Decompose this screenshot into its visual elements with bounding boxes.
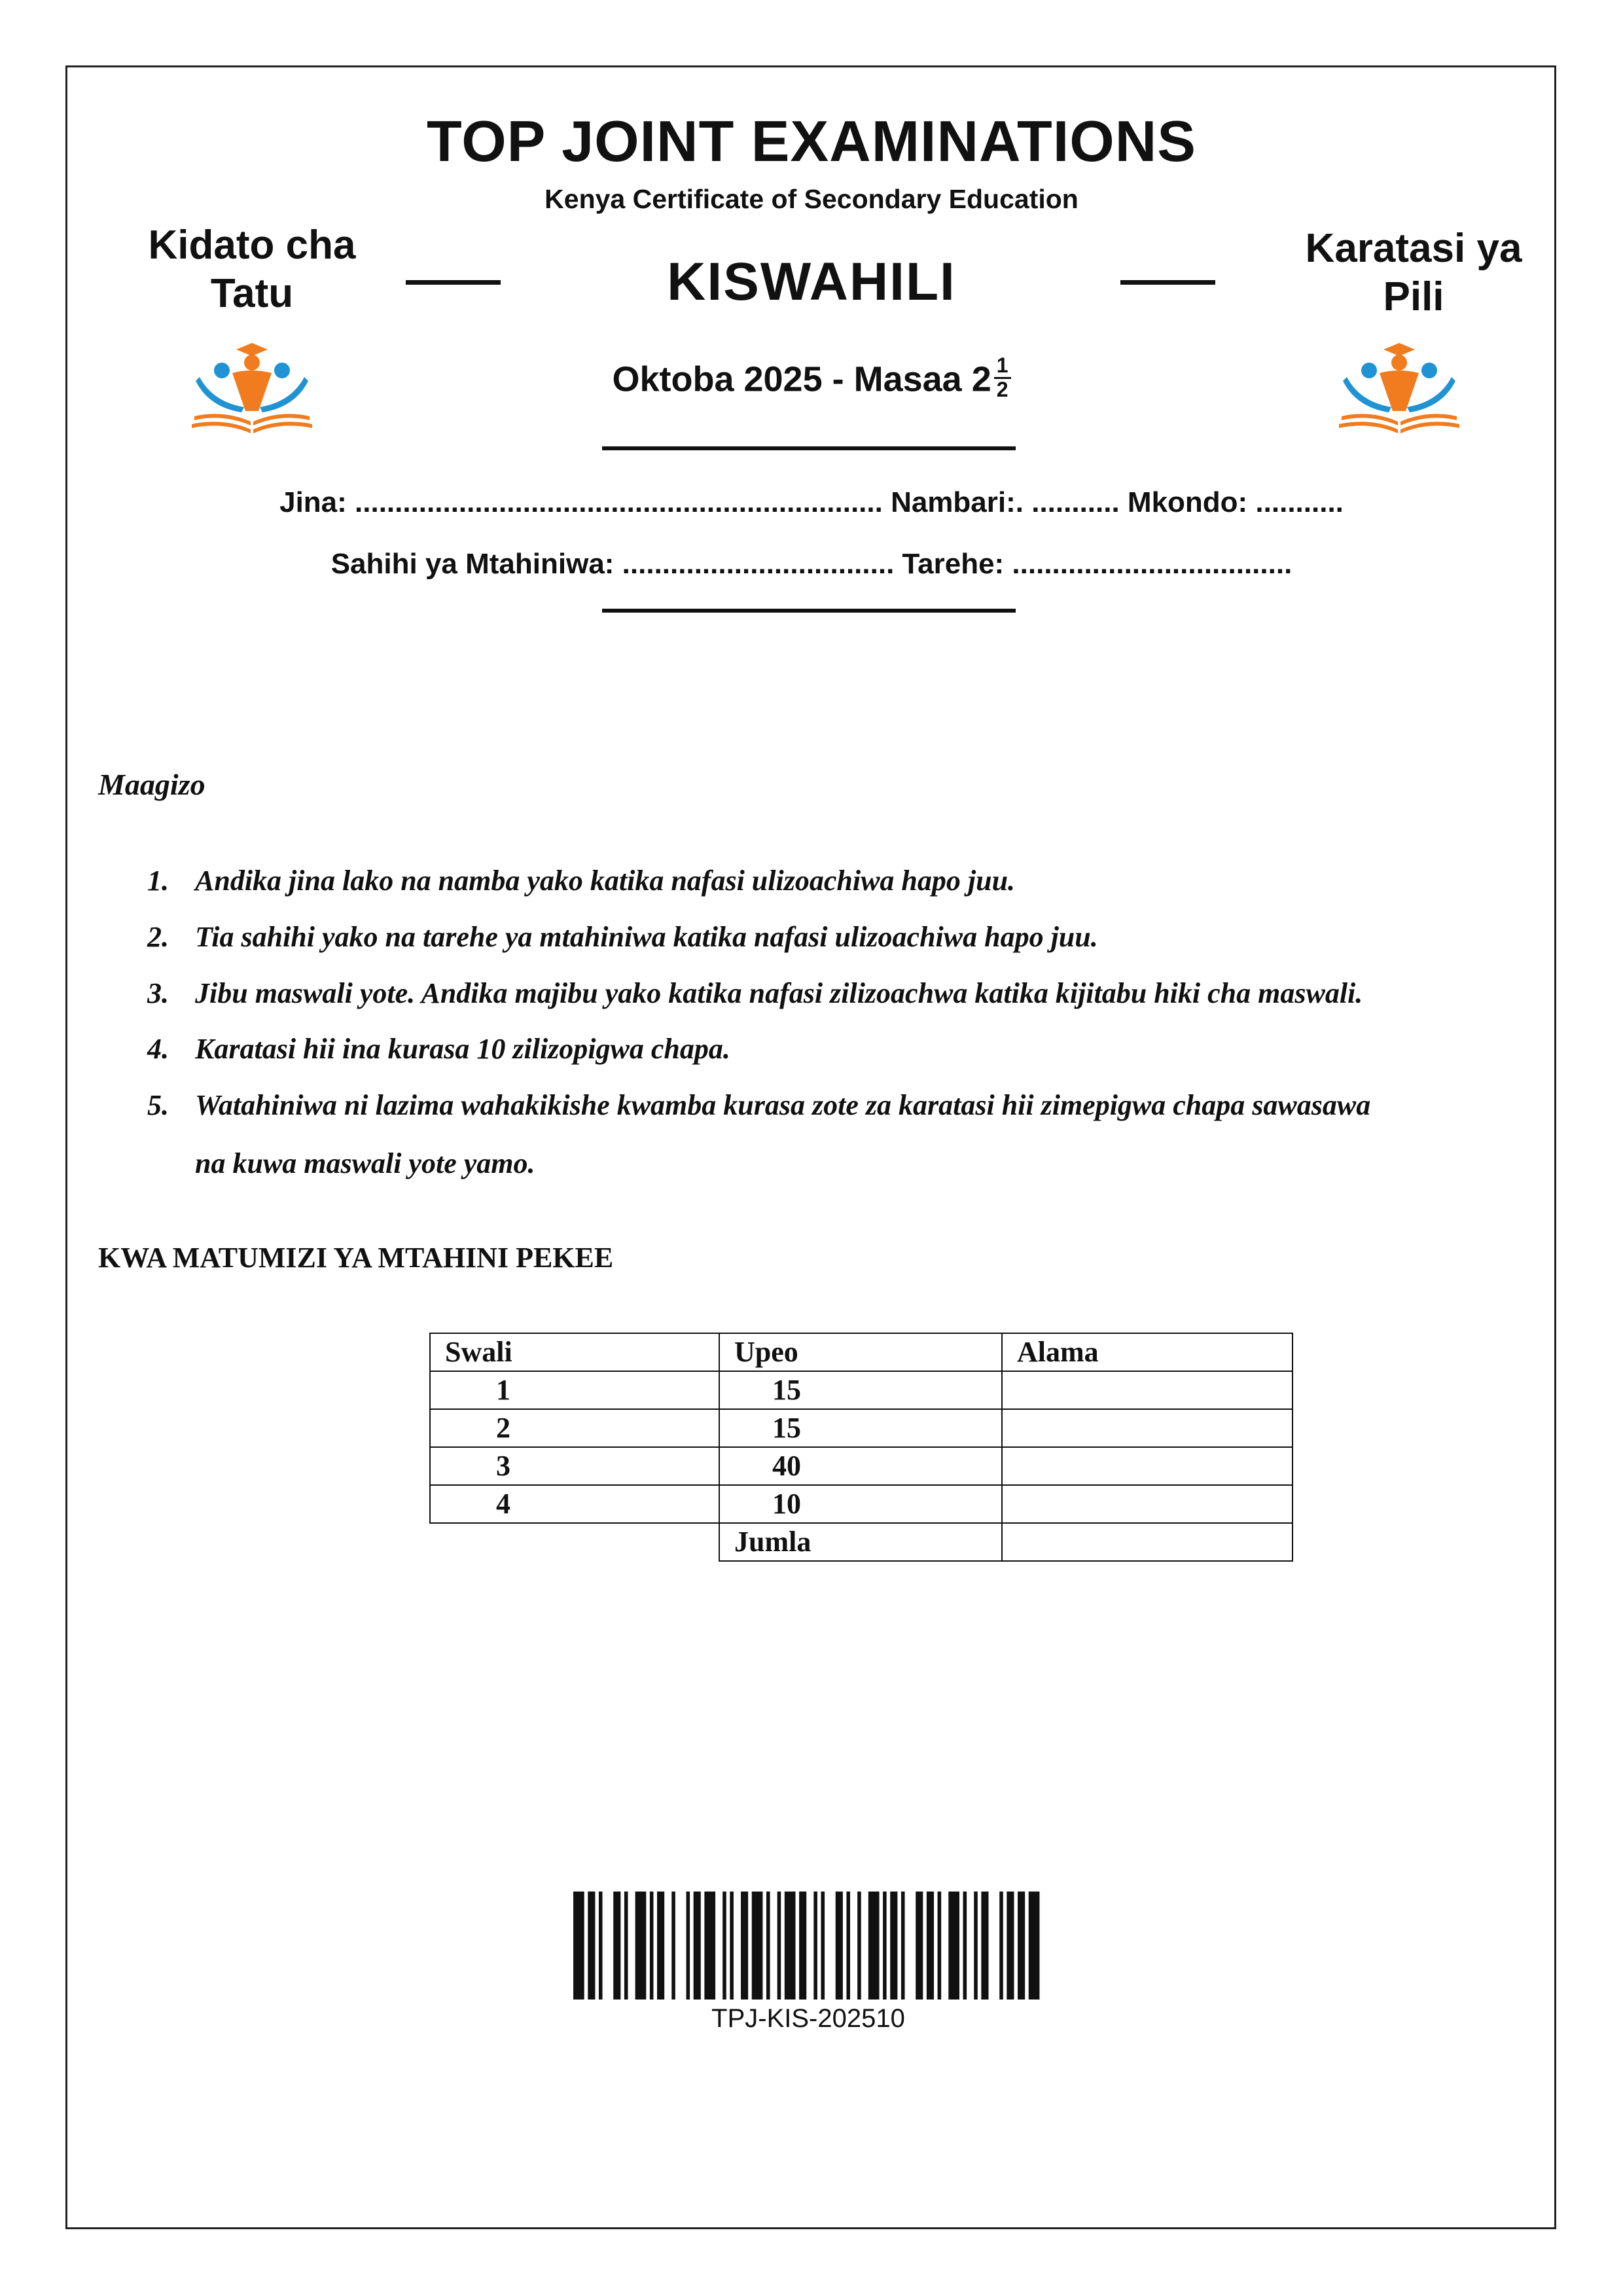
upeo-cell: 10 bbox=[719, 1485, 1002, 1523]
table-header-row bbox=[430, 1333, 1293, 1371]
swali-cell: 2 bbox=[430, 1409, 719, 1447]
instruction-number: 3. bbox=[147, 977, 169, 1009]
instruction-number: 1. bbox=[147, 865, 169, 897]
exam-body-title: TOP JOINT EXAMINATIONS bbox=[427, 109, 1196, 173]
barcode-icon bbox=[573, 1892, 1043, 2000]
instruction-number: 4. bbox=[147, 1033, 169, 1065]
barcode-bar bbox=[901, 1892, 905, 2000]
examiner-use-heading: KWA MATUMIZI YA MTAHINI PEKEE bbox=[98, 1242, 614, 1274]
barcode-bar bbox=[766, 1892, 770, 2000]
table-row bbox=[430, 1485, 1293, 1523]
barcode-bar bbox=[777, 1892, 781, 2000]
total-alama-cell[interactable] bbox=[1002, 1523, 1293, 1561]
barcode-bar bbox=[650, 1892, 654, 2000]
divider-top bbox=[602, 446, 1016, 450]
barcode-bar bbox=[573, 1892, 584, 2000]
subject-title: KISWAHILI bbox=[667, 252, 956, 312]
barcode-bar bbox=[635, 1892, 647, 2000]
barcode-bar bbox=[938, 1892, 942, 2000]
barcode-bar bbox=[657, 1892, 664, 2000]
barcode-bar bbox=[741, 1892, 748, 2000]
exam-date-duration bbox=[0, 353, 1623, 404]
barcode-bar bbox=[821, 1892, 825, 2000]
instruction-number: 2. bbox=[147, 921, 169, 953]
barcode-bar bbox=[927, 1892, 934, 2000]
barcode-bar bbox=[846, 1892, 850, 2000]
barcode-bar bbox=[730, 1892, 734, 2000]
empty-cell bbox=[430, 1523, 719, 1561]
barcode-bar bbox=[599, 1892, 603, 2000]
barcode-bar bbox=[722, 1892, 726, 2000]
barcode-bar bbox=[981, 1892, 988, 2000]
barcode-bar bbox=[916, 1892, 923, 2000]
instruction-number: 5. bbox=[147, 1089, 169, 1121]
instructions-heading: Maagizo bbox=[98, 768, 205, 801]
barcode-bar bbox=[785, 1892, 796, 2000]
barcode-bar bbox=[799, 1892, 806, 2000]
table-row bbox=[430, 1409, 1293, 1447]
paper-number-line1: Karatasi ya bbox=[1305, 226, 1522, 271]
column-header: Upeo bbox=[719, 1333, 1002, 1371]
candidate-name-number-stream-field[interactable]: Jina: .................................................................. Nambari:. ........... Mkondo: ........... bbox=[279, 486, 1344, 518]
barcode-bar bbox=[999, 1892, 1003, 2000]
upeo-cell: 40 bbox=[719, 1447, 1002, 1485]
alama-cell[interactable] bbox=[1002, 1371, 1293, 1409]
barcode-bar bbox=[963, 1892, 967, 2000]
instruction-item: Karatasi hii ina kurasa 10 zilizopigwa chapa. bbox=[195, 1033, 730, 1065]
right-dash bbox=[1120, 280, 1215, 285]
divider-bottom bbox=[602, 609, 1016, 613]
paper-number bbox=[1257, 224, 1571, 321]
barcode-bar bbox=[671, 1892, 675, 2000]
barcode-bar bbox=[613, 1892, 620, 2000]
half-fraction: $\frac{1}{2}$ bbox=[994, 355, 1011, 401]
barcode-bar bbox=[883, 1892, 887, 2000]
paper-number-line2: Pili bbox=[1383, 274, 1444, 319]
upeo-cell: 15 bbox=[719, 1371, 1002, 1409]
certificate-subtitle: Kenya Certificate of Secondary Education bbox=[544, 184, 1079, 214]
barcode-bar bbox=[624, 1892, 628, 2000]
barcode-bar bbox=[868, 1892, 880, 2000]
swali-cell: 1 bbox=[430, 1371, 719, 1409]
swali-cell: 4 bbox=[430, 1485, 719, 1523]
barcode-bar bbox=[752, 1892, 763, 2000]
candidate-signature-date-field[interactable]: Sahihi ya Mtahiniwa: .................................. Tarehe: ................................... bbox=[330, 548, 1293, 580]
swali-cell: 3 bbox=[430, 1447, 719, 1485]
alama-cell[interactable] bbox=[1002, 1447, 1293, 1485]
column-header: Alama bbox=[1002, 1333, 1293, 1371]
barcode-bar bbox=[704, 1892, 715, 2000]
instruction-item-continued: na kuwa maswali yote yamo. bbox=[195, 1147, 535, 1179]
form-level-line1: Kidato cha bbox=[148, 223, 356, 268]
date-text: Oktoba 2025 - Masaa 2 bbox=[612, 359, 991, 399]
total-label: Jumla bbox=[719, 1523, 1002, 1561]
instruction-item: Andika jina lako na namba yako katika nafasi ulizoachiwa hapo juu. bbox=[195, 865, 1016, 897]
barcode-bar bbox=[857, 1892, 861, 2000]
table-total-row bbox=[430, 1523, 1293, 1561]
barcode-bar bbox=[890, 1892, 897, 2000]
column-header: Swali bbox=[430, 1333, 719, 1371]
upeo-cell: 15 bbox=[719, 1409, 1002, 1447]
barcode-bar bbox=[588, 1892, 595, 2000]
barcode-text: TPJ-KIS-202510 bbox=[711, 2004, 905, 2033]
barcode-bar bbox=[1018, 1892, 1025, 2000]
alama-cell[interactable] bbox=[1002, 1409, 1293, 1447]
barcode-bar bbox=[836, 1892, 843, 2000]
alama-cell[interactable] bbox=[1002, 1485, 1293, 1523]
instruction-item: Watahiniwa ni lazima wahakikishe kwamba kurasa zote za karatasi hii zimepigwa chapa sawasawa bbox=[195, 1089, 1371, 1121]
instruction-item: Tia sahihi yako na tarehe ya mtahiniwa katika nafasi ulizoachiwa hapo juu. bbox=[195, 921, 1098, 953]
barcode-bar bbox=[974, 1892, 978, 2000]
barcode-bar bbox=[1007, 1892, 1014, 2000]
barcode-bar bbox=[948, 1892, 959, 2000]
instruction-item: Jibu maswali yote. Andika majibu yako katika nafasi zilizoachwa katika kijitabu hiki cha maswali. bbox=[195, 977, 1363, 1009]
barcode-bar bbox=[687, 1892, 690, 2000]
form-level-line2: Tatu bbox=[210, 271, 294, 316]
table-row bbox=[430, 1371, 1293, 1409]
table-row bbox=[430, 1447, 1293, 1485]
barcode-bar bbox=[1029, 1892, 1040, 2000]
marks-table bbox=[429, 1333, 1293, 1562]
barcode-bar bbox=[694, 1892, 701, 2000]
barcode-bar bbox=[813, 1892, 817, 2000]
